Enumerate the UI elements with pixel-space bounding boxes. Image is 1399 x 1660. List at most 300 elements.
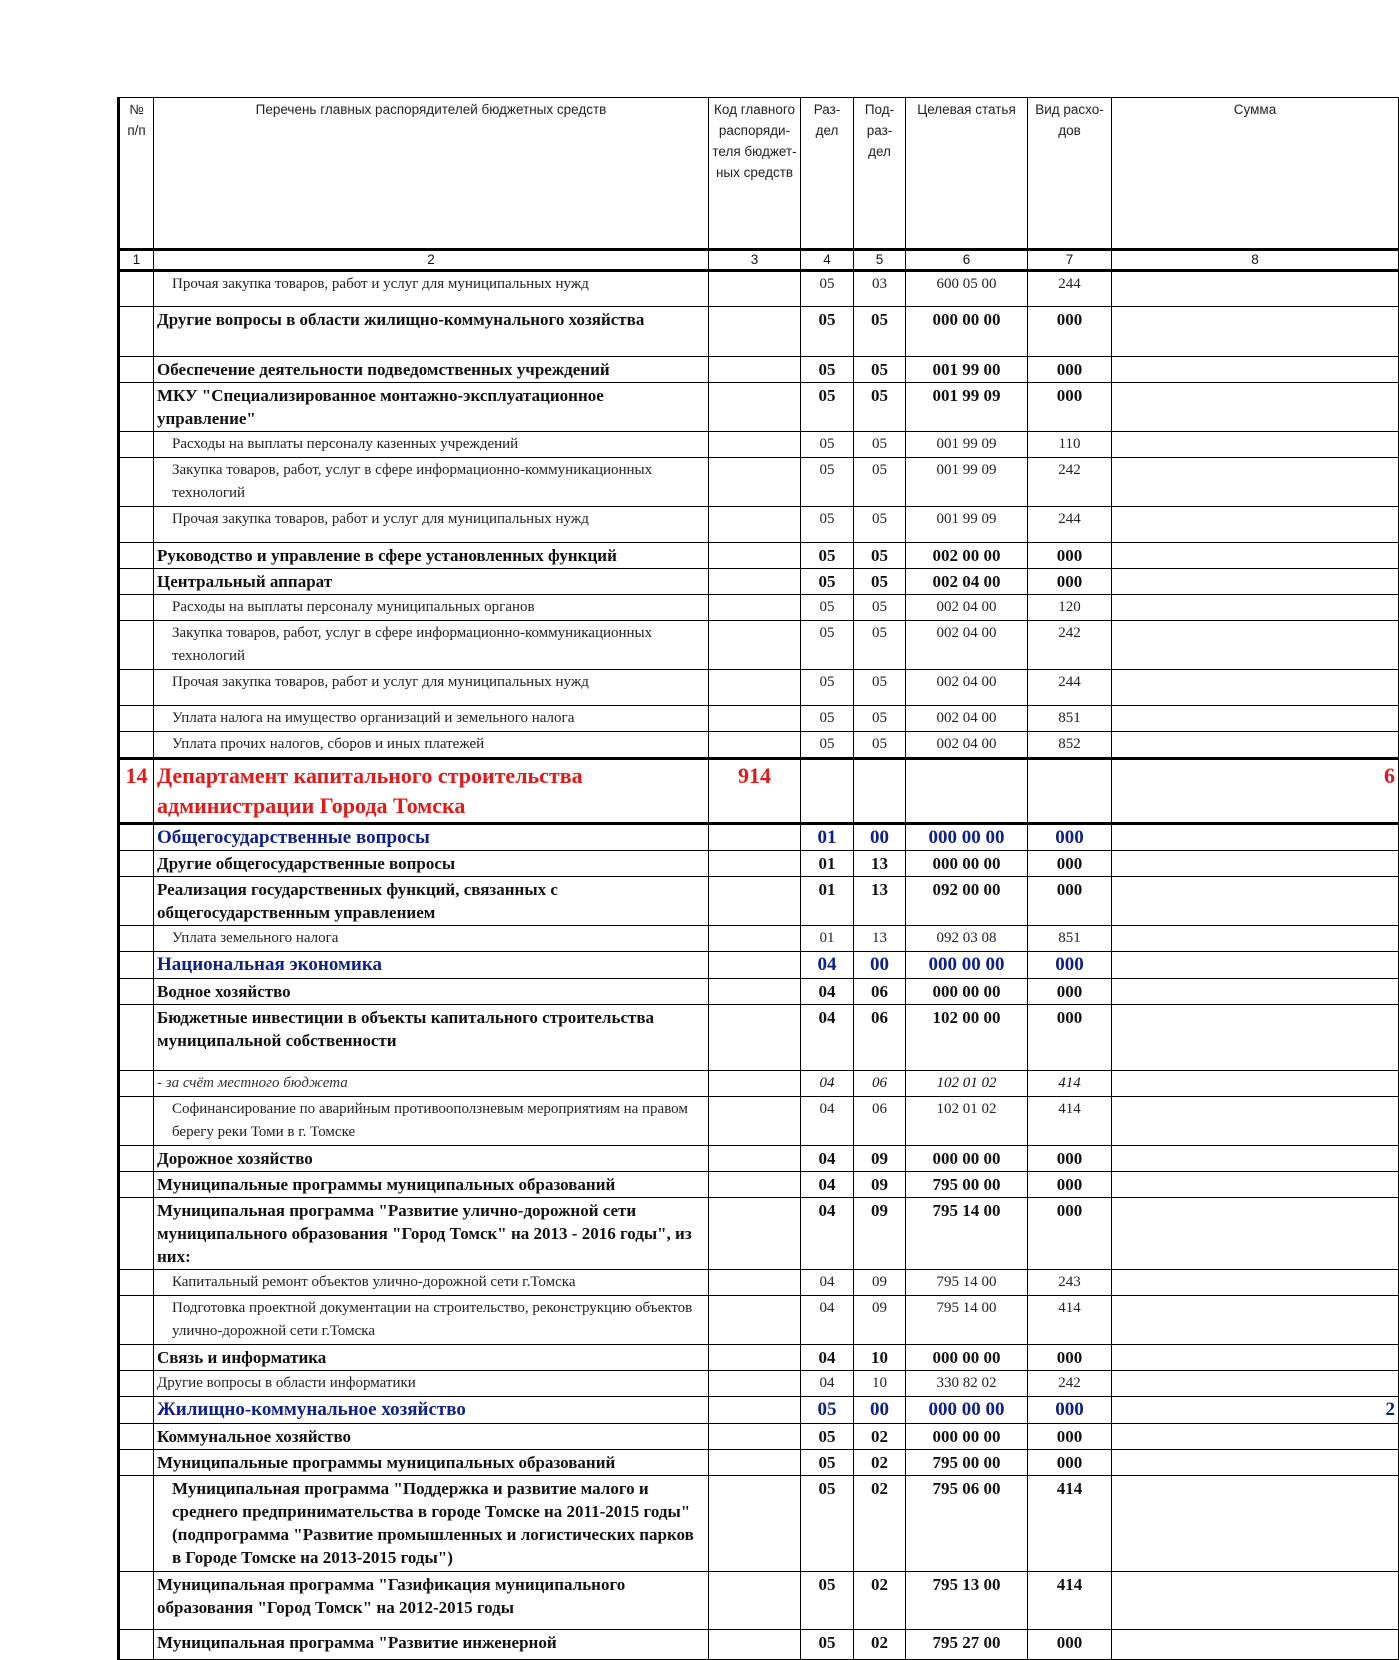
expense-name: Расходы на выплаты персоналу муниципальных органов	[154, 595, 709, 621]
podrazdel-code: 10	[854, 1345, 906, 1371]
target-article-code: 001 99 09	[906, 432, 1028, 458]
expense-name: Капитальный ремонт объектов улично-дорожной сети г.Томска	[154, 1270, 709, 1296]
expense-type-code: 242	[1028, 621, 1112, 670]
section-row	[119, 824, 1399, 851]
row-number	[119, 1172, 154, 1198]
podrazdel-code: 05	[854, 357, 906, 383]
table-row	[119, 1097, 1399, 1146]
podrazdel-code: 13	[854, 877, 906, 926]
gr-code: 914	[709, 759, 801, 824]
table-row	[119, 1172, 1399, 1198]
target-article-code: 600 05 00	[906, 271, 1028, 307]
table-row	[119, 543, 1399, 569]
razdel-code: 05	[801, 1476, 854, 1572]
expense-type-code: 000	[1028, 979, 1112, 1005]
column-number: 1	[119, 250, 154, 271]
row-number	[119, 383, 154, 432]
amount	[1112, 670, 1399, 706]
gr-code	[709, 621, 801, 670]
table-row	[119, 569, 1399, 595]
amount	[1112, 1097, 1399, 1146]
razdel-code	[801, 759, 854, 824]
expense-name: Жилищно-коммунальное хозяйство	[154, 1397, 709, 1424]
razdel-code: 04	[801, 1345, 854, 1371]
podrazdel-code: 05	[854, 543, 906, 569]
target-article-code: 795 06 00	[906, 1476, 1028, 1572]
podrazdel-code: 00	[854, 952, 906, 979]
expense-name: Реализация государственных функций, связанных с общегосударственным управлением	[154, 877, 709, 926]
expense-type-code: 000	[1028, 1146, 1112, 1172]
gr-code	[709, 357, 801, 383]
table-row	[119, 1572, 1399, 1630]
podrazdel-code: 02	[854, 1450, 906, 1476]
razdel-code: 05	[801, 357, 854, 383]
podrazdel-code: 05	[854, 621, 906, 670]
target-article-code: 795 14 00	[906, 1270, 1028, 1296]
amount	[1112, 1071, 1399, 1097]
razdel-code: 04	[801, 1371, 854, 1397]
podrazdel-code: 05	[854, 706, 906, 732]
amount: 6	[1112, 759, 1399, 824]
expense-type-code: 000	[1028, 824, 1112, 851]
budget-table	[117, 97, 1399, 1660]
gr-code	[709, 1146, 801, 1172]
column-number: 6	[906, 250, 1028, 271]
table-row	[119, 357, 1399, 383]
gr-code	[709, 706, 801, 732]
podrazdel-code: 06	[854, 1071, 906, 1097]
expense-name: Прочая закупка товаров, работ и услуг для муниципальных нужд	[154, 271, 709, 307]
column-number: 3	[709, 250, 801, 271]
row-number	[119, 706, 154, 732]
razdel-code: 05	[801, 1572, 854, 1630]
expense-type-code: 000	[1028, 877, 1112, 926]
table-row	[119, 979, 1399, 1005]
podrazdel-code: 06	[854, 1097, 906, 1146]
gr-code	[709, 732, 801, 759]
razdel-code: 04	[801, 1146, 854, 1172]
amount	[1112, 383, 1399, 432]
table-row	[119, 432, 1399, 458]
razdel-code: 04	[801, 952, 854, 979]
podrazdel-code	[854, 759, 906, 824]
header-statya: Целевая статья	[906, 98, 1028, 250]
gr-code	[709, 383, 801, 432]
gr-code	[709, 1071, 801, 1097]
target-article-code: 000 00 00	[906, 1424, 1028, 1450]
expense-name: Муниципальная программа "Развитие улично-дорожной сети муниципального образования "Город Томск" на 2013 - 2016 годы", из них:	[154, 1198, 709, 1270]
header-summa: Сумма	[1112, 98, 1399, 250]
expense-name: Муниципальная программа "Развитие инженерной	[154, 1630, 709, 1660]
expense-type-code: 000	[1028, 383, 1112, 432]
gr-code	[709, 595, 801, 621]
expense-name: Муниципальная программа "Газификация муниципального образования "Город Томск" на 2012-2015 годы	[154, 1572, 709, 1630]
expense-type-code: 244	[1028, 670, 1112, 706]
target-article-code: 001 99 09	[906, 507, 1028, 543]
row-number	[119, 979, 154, 1005]
expense-type-code: 851	[1028, 926, 1112, 952]
podrazdel-code: 09	[854, 1270, 906, 1296]
target-article-code: 002 04 00	[906, 621, 1028, 670]
amount	[1112, 621, 1399, 670]
amount	[1112, 1270, 1399, 1296]
gr-code	[709, 1270, 801, 1296]
gr-code	[709, 271, 801, 307]
gr-code	[709, 824, 801, 851]
amount	[1112, 1345, 1399, 1371]
expense-name: - за счёт местного бюджета	[154, 1071, 709, 1097]
target-article-code: 001 99 00	[906, 357, 1028, 383]
table-row	[119, 621, 1399, 670]
razdel-code: 05	[801, 621, 854, 670]
target-article-code: 002 04 00	[906, 706, 1028, 732]
expense-name: Уплата земельного налога	[154, 926, 709, 952]
expense-type-code: 000	[1028, 357, 1112, 383]
expense-name: Расходы на выплаты персоналу казенных учреждений	[154, 432, 709, 458]
table-row	[119, 1005, 1399, 1071]
gr-code	[709, 851, 801, 877]
razdel-code: 04	[801, 1198, 854, 1270]
amount	[1112, 1005, 1399, 1071]
expense-name: Муниципальные программы муниципальных образований	[154, 1450, 709, 1476]
razdel-code: 04	[801, 1071, 854, 1097]
expense-name: Национальная экономика	[154, 952, 709, 979]
expense-type-code: 414	[1028, 1476, 1112, 1572]
gr-code	[709, 877, 801, 926]
expense-type-code: 243	[1028, 1270, 1112, 1296]
amount	[1112, 507, 1399, 543]
table-row	[119, 1071, 1399, 1097]
gr-code	[709, 507, 801, 543]
target-article-code: 000 00 00	[906, 1397, 1028, 1424]
amount	[1112, 851, 1399, 877]
razdel-code: 05	[801, 1630, 854, 1660]
expense-type-code: 242	[1028, 458, 1112, 507]
gr-code	[709, 543, 801, 569]
expense-name: Закупка товаров, работ, услуг в сфере информационно-коммуникационных технологий	[154, 458, 709, 507]
table-row	[119, 383, 1399, 432]
table-row	[119, 595, 1399, 621]
expense-type-code: 000	[1028, 1005, 1112, 1071]
expense-type-code: 244	[1028, 271, 1112, 307]
expense-name: Подготовка проектной документации на строительство, реконструкцию объектов улично-дорожной сети г.Томска	[154, 1296, 709, 1345]
target-article-code: 001 99 09	[906, 383, 1028, 432]
gr-code	[709, 1450, 801, 1476]
header-vid: Вид расхо-дов	[1028, 98, 1112, 250]
razdel-code: 05	[801, 1424, 854, 1450]
razdel-code: 05	[801, 706, 854, 732]
amount	[1112, 877, 1399, 926]
table-row	[119, 1198, 1399, 1270]
gr-code	[709, 952, 801, 979]
expense-type-code	[1028, 759, 1112, 824]
razdel-code: 04	[801, 1097, 854, 1146]
target-article-code: 795 00 00	[906, 1450, 1028, 1476]
podrazdel-code: 03	[854, 271, 906, 307]
podrazdel-code: 09	[854, 1198, 906, 1270]
gr-code	[709, 432, 801, 458]
expense-name: МКУ "Специализированное монтажно-эксплуатационное управление"	[154, 383, 709, 432]
target-article-code: 102 01 02	[906, 1097, 1028, 1146]
row-number	[119, 1371, 154, 1397]
expense-name: Департамент капитального строительства администрации Города Томска	[154, 759, 709, 824]
target-article-code: 000 00 00	[906, 824, 1028, 851]
amount	[1112, 732, 1399, 759]
expense-name: Дорожное хозяйство	[154, 1146, 709, 1172]
podrazdel-code: 02	[854, 1476, 906, 1572]
table-row	[119, 1371, 1399, 1397]
header-name: Перечень главных распорядителей бюджетных средств	[154, 98, 709, 250]
target-article-code: 002 04 00	[906, 595, 1028, 621]
department-row	[119, 759, 1399, 824]
expense-type-code: 000	[1028, 307, 1112, 357]
razdel-code: 05	[801, 1450, 854, 1476]
target-article-code: 795 00 00	[906, 1172, 1028, 1198]
expense-name: Коммунальное хозяйство	[154, 1424, 709, 1450]
podrazdel-code: 00	[854, 1397, 906, 1424]
razdel-code: 04	[801, 1005, 854, 1071]
header-code: Код главного распоряди-теля бюджет-ных средств	[709, 98, 801, 250]
expense-name: Водное хозяйство	[154, 979, 709, 1005]
razdel-code: 05	[801, 458, 854, 507]
expense-name: Софинансирование по аварийным противооползневым мероприятиям на правом берегу реки Томи в г. Томске	[154, 1097, 709, 1146]
row-number	[119, 432, 154, 458]
expense-type-code: 244	[1028, 507, 1112, 543]
podrazdel-code: 00	[854, 824, 906, 851]
amount	[1112, 1146, 1399, 1172]
row-number	[119, 595, 154, 621]
gr-code	[709, 1397, 801, 1424]
target-article-code: 330 82 02	[906, 1371, 1028, 1397]
amount	[1112, 543, 1399, 569]
expense-type-code: 414	[1028, 1097, 1112, 1146]
row-number	[119, 1071, 154, 1097]
target-article-code: 795 13 00	[906, 1572, 1028, 1630]
row-number	[119, 1146, 154, 1172]
target-article-code: 002 00 00	[906, 543, 1028, 569]
gr-code	[709, 1005, 801, 1071]
amount	[1112, 432, 1399, 458]
gr-code	[709, 1172, 801, 1198]
razdel-code: 05	[801, 543, 854, 569]
podrazdel-code: 05	[854, 595, 906, 621]
table-row	[119, 307, 1399, 357]
expense-type-code: 000	[1028, 543, 1112, 569]
row-number	[119, 952, 154, 979]
podrazdel-code: 06	[854, 1005, 906, 1071]
expense-type-code: 000	[1028, 1345, 1112, 1371]
row-number	[119, 1198, 154, 1270]
table-row	[119, 1296, 1399, 1345]
target-article-code: 102 01 02	[906, 1071, 1028, 1097]
target-article-code: 795 14 00	[906, 1296, 1028, 1345]
amount: 2	[1112, 1397, 1399, 1424]
row-number	[119, 271, 154, 307]
expense-name: Общегосударственные вопросы	[154, 824, 709, 851]
podrazdel-code: 06	[854, 979, 906, 1005]
razdel-code: 05	[801, 307, 854, 357]
podrazdel-code: 05	[854, 307, 906, 357]
target-article-code: 000 00 00	[906, 952, 1028, 979]
column-number: 2	[154, 250, 709, 271]
row-number	[119, 1296, 154, 1345]
gr-code	[709, 458, 801, 507]
expense-name: Прочая закупка товаров, работ и услуг для муниципальных нужд	[154, 507, 709, 543]
amount	[1112, 706, 1399, 732]
row-number	[119, 1450, 154, 1476]
table-row	[119, 1424, 1399, 1450]
row-number	[119, 670, 154, 706]
podrazdel-code: 05	[854, 732, 906, 759]
razdel-code: 04	[801, 1270, 854, 1296]
expense-type-code: 851	[1028, 706, 1112, 732]
row-number: 14	[119, 759, 154, 824]
table-row	[119, 1630, 1399, 1660]
expense-name: Бюджетные инвестиции в объекты капитального строительства муниципальной собственности	[154, 1005, 709, 1071]
expense-type-code: 414	[1028, 1296, 1112, 1345]
razdel-code: 01	[801, 877, 854, 926]
podrazdel-code: 09	[854, 1146, 906, 1172]
target-article-code: 000 00 00	[906, 307, 1028, 357]
podrazdel-code: 05	[854, 383, 906, 432]
row-number	[119, 569, 154, 595]
table-row	[119, 271, 1399, 307]
gr-code	[709, 1572, 801, 1630]
header-podrazdel: Под-раз-дел	[854, 98, 906, 250]
expense-type-code: 110	[1028, 432, 1112, 458]
target-article-code: 102 00 00	[906, 1005, 1028, 1071]
section-row	[119, 1397, 1399, 1424]
row-number	[119, 1397, 154, 1424]
expense-name: Руководство и управление в сфере установленных функций	[154, 543, 709, 569]
amount	[1112, 1572, 1399, 1630]
row-number	[119, 1270, 154, 1296]
table-row	[119, 926, 1399, 952]
gr-code	[709, 1097, 801, 1146]
table-row	[119, 1476, 1399, 1572]
gr-code	[709, 1345, 801, 1371]
target-article-code: 795 27 00	[906, 1630, 1028, 1660]
gr-code	[709, 926, 801, 952]
column-number: 5	[854, 250, 906, 271]
row-number	[119, 1097, 154, 1146]
amount	[1112, 1450, 1399, 1476]
table-body	[119, 98, 1399, 1660]
row-number	[119, 1630, 154, 1660]
expense-name: Другие общегосударственные вопросы	[154, 851, 709, 877]
amount	[1112, 926, 1399, 952]
row-number	[119, 1572, 154, 1630]
gr-code	[709, 1371, 801, 1397]
podrazdel-code: 02	[854, 1572, 906, 1630]
gr-code	[709, 1198, 801, 1270]
amount	[1112, 357, 1399, 383]
column-number: 8	[1112, 250, 1399, 271]
gr-code	[709, 569, 801, 595]
expense-name: Муниципальная программа "Поддержка и развитие малого и среднего предпринимательства в городе Томске на 2011-2015 годы" (подпрограмма "Развитие промышленных и логистических парков в Городе Томске на 2013-2015 годы")	[154, 1476, 709, 1572]
podrazdel-code: 05	[854, 507, 906, 543]
table-row	[119, 706, 1399, 732]
podrazdel-code: 09	[854, 1172, 906, 1198]
header-row	[119, 98, 1399, 250]
expense-type-code: 414	[1028, 1071, 1112, 1097]
podrazdel-code: 05	[854, 432, 906, 458]
gr-code	[709, 1424, 801, 1450]
expense-type-code: 000	[1028, 1450, 1112, 1476]
target-article-code: 001 99 09	[906, 458, 1028, 507]
gr-code	[709, 1630, 801, 1660]
target-article-code: 795 14 00	[906, 1198, 1028, 1270]
target-article-code: 000 00 00	[906, 979, 1028, 1005]
expense-name: Уплата налога на имущество организаций и земельного налога	[154, 706, 709, 732]
expense-type-code: 000	[1028, 1630, 1112, 1660]
table-row	[119, 1345, 1399, 1371]
podrazdel-code: 13	[854, 851, 906, 877]
target-article-code: 000 00 00	[906, 1146, 1028, 1172]
expense-type-code: 242	[1028, 1371, 1112, 1397]
table-row	[119, 1146, 1399, 1172]
amount	[1112, 595, 1399, 621]
razdel-code: 04	[801, 1296, 854, 1345]
expense-name: Другие вопросы в области жилищно-коммунального хозяйства	[154, 307, 709, 357]
target-article-code: 092 03 08	[906, 926, 1028, 952]
table-row	[119, 1450, 1399, 1476]
target-article-code: 000 00 00	[906, 851, 1028, 877]
target-article-code: 000 00 00	[906, 1345, 1028, 1371]
amount	[1112, 307, 1399, 357]
header-razdel: Раз-дел	[801, 98, 854, 250]
target-article-code: 002 04 00	[906, 732, 1028, 759]
expense-type-code: 852	[1028, 732, 1112, 759]
expense-type-code: 000	[1028, 952, 1112, 979]
column-number-row	[119, 250, 1399, 271]
expense-name: Муниципальные программы муниципальных образований	[154, 1172, 709, 1198]
podrazdel-code: 09	[854, 1296, 906, 1345]
podrazdel-code: 10	[854, 1371, 906, 1397]
gr-code	[709, 307, 801, 357]
expense-type-code: 000	[1028, 1424, 1112, 1450]
podrazdel-code: 05	[854, 670, 906, 706]
row-number	[119, 877, 154, 926]
expense-type-code: 000	[1028, 1172, 1112, 1198]
podrazdel-code: 02	[854, 1630, 906, 1660]
row-number	[119, 1424, 154, 1450]
expense-name: Закупка товаров, работ, услуг в сфере информационно-коммуникационных технологий	[154, 621, 709, 670]
razdel-code: 05	[801, 732, 854, 759]
expense-name: Связь и информатика	[154, 1345, 709, 1371]
razdel-code: 05	[801, 383, 854, 432]
razdel-code: 05	[801, 1397, 854, 1424]
podrazdel-code: 13	[854, 926, 906, 952]
target-article-code: 002 04 00	[906, 670, 1028, 706]
row-number	[119, 621, 154, 670]
razdel-code: 05	[801, 670, 854, 706]
amount	[1112, 1296, 1399, 1345]
razdel-code: 04	[801, 1172, 854, 1198]
table-row	[119, 458, 1399, 507]
expense-name: Прочая закупка товаров, работ и услуг для муниципальных нужд	[154, 670, 709, 706]
row-number	[119, 1345, 154, 1371]
row-number	[119, 507, 154, 543]
target-article-code: 002 04 00	[906, 569, 1028, 595]
gr-code	[709, 979, 801, 1005]
amount	[1112, 569, 1399, 595]
amount	[1112, 271, 1399, 307]
column-number: 4	[801, 250, 854, 271]
gr-code	[709, 1476, 801, 1572]
amount	[1112, 1371, 1399, 1397]
table-row	[119, 851, 1399, 877]
